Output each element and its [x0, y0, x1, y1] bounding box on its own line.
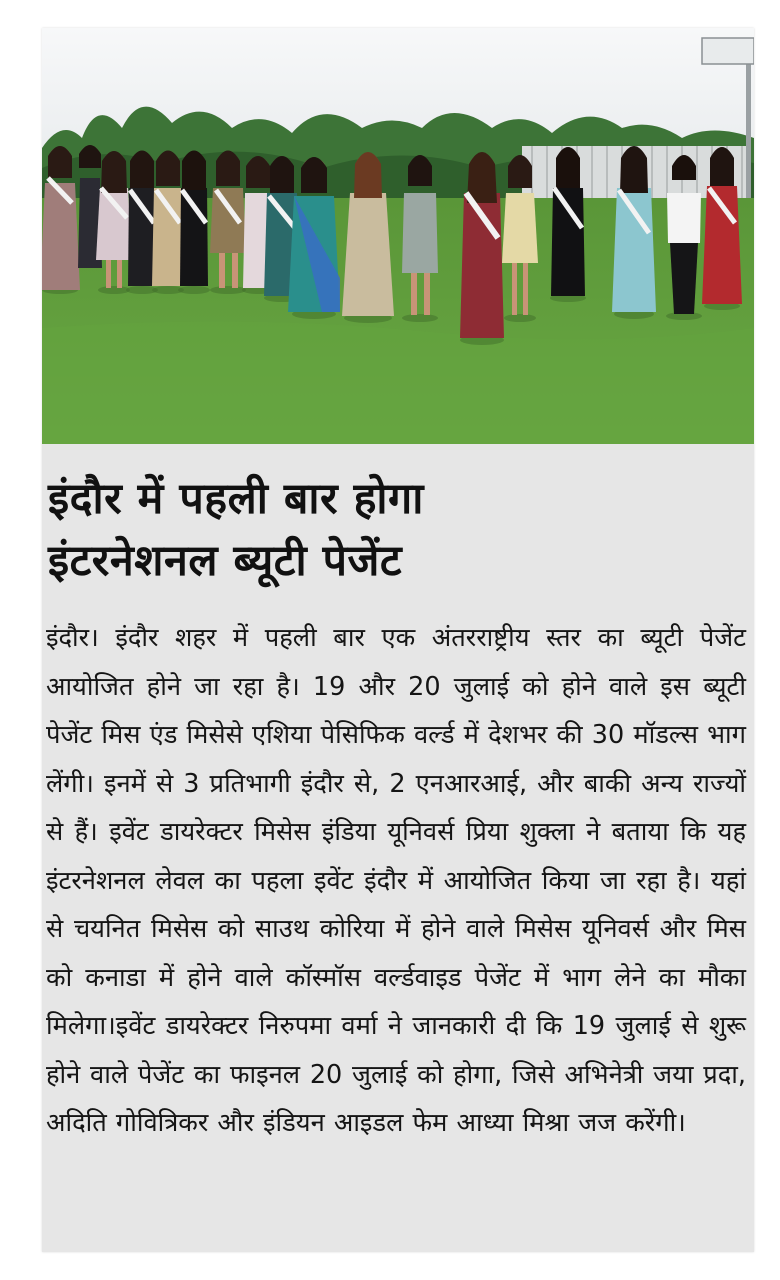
article-headline	[48, 468, 748, 592]
group-photo-icon	[42, 28, 754, 444]
article-photo	[42, 28, 754, 444]
headline-line-1: इंदौर में पहली बार होगा	[48, 474, 424, 524]
headline-line-2: इंटरनेशनल ब्यूटी पेजेंट	[48, 536, 403, 586]
article-body: इंदौर। इंदौर शहर में पहली बार एक अंतरराष्ट्रीय स्तर का ब्यूटी पेजेंट आयोजित होने जा रहा है। 19 और 20 जुलाई को होने वाले इस ब्यूटी पेजेंट मिस एंड मिसेसे एशिया पेसिफिक वर्ल्ड में देशभर की 30 मॉडल्स भाग लेंगी। इनमें से 3 प्रतिभागी इंदौर से, 2 एनआरआई, और बाकी अन्य राज्यों से हैं। इवेंट डायरेक्टर मिसेस इंडिया यूनिवर्स प्रिया शुक्ला ने बताया कि यह इंटरनेशनल लेवल का पहला इवेंट इंदौर में आयोजित किया जा रहा है। यहां से चयनित मिसेस को साउथ कोरिया में होने वाले मिसेस यूनिवर्स और मिस को कनाडा में होने वाले कॉस्मॉस वर्ल्डवाइड पेजेंट में भाग लेने का मौका मिलेगा।इवेंट डायरेक्टर निरुपमा वर्मा ने जानकारी दी कि 19 जुलाई से शुरू होने वाले पेजेंट का फाइनल 20 जुलाई को होगा, जिसे अभिनेत्री जया प्रदा, अदिति गोवित्रिकर और इंडियन आइडल फेम आध्या मिश्रा जज करेंगी।	[46, 623, 746, 1138]
newspaper-clipping	[42, 28, 754, 1252]
